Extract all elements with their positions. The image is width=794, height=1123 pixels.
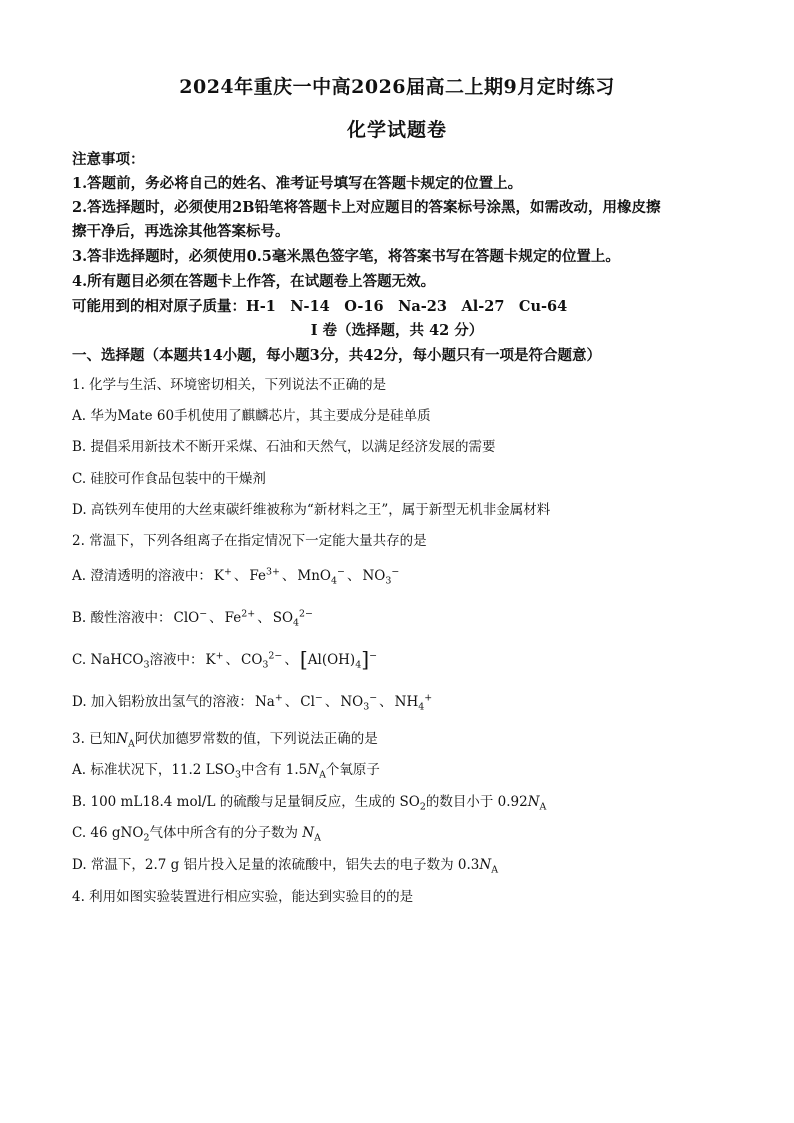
q1-option-a: A. 华为Mate 60手机使用了麒麟芯片，其主要成分是硅单质 <box>72 408 431 424</box>
notice-item-4: 4.所有题目必须在答题卡上作答，在试题卷上答题无效。 <box>72 273 436 290</box>
q1-option-c: C. 硅胶可作食品包装中的干燥剂 <box>72 471 266 487</box>
q1-option-b: B. 提倡采用新技术不断开采煤、石油和天然气，以满足经济发展的需要 <box>72 439 496 455</box>
q3-stem: 3. 已知$N_A$阿伏加德罗常数的值，下列说法正确的是 <box>72 731 378 750</box>
notice-item-2: 2.答选择题时，必须使用2B铅笔将答题卡上对应题目的答案标号涂黑，如需改动，用橡皮擦 <box>72 199 661 216</box>
exam-subtitle: 化学试题卷 <box>346 119 447 141</box>
notice-item-3: 3.答非选择题时，必须使用0.5毫米黑色签字笔，将答案书写在答题卡规定的位置上。 <box>72 248 620 265</box>
q2-option-b: B. 酸性溶液中： ClO− 、 $Fe^{2+}$ 、 $SO_4^{2-}$ <box>72 608 313 629</box>
part-heading: 一、选择题（本题共14小题，每小题3分，共42分，每小题只有一项是符合题意） <box>72 347 601 364</box>
exam-title: 2024年重庆一中高2026届高二上期9月定时练习 <box>179 76 615 98</box>
q2-stem: 2. 常温下，下列各组离子在指定情况下一定能大量共存的是 <box>72 533 427 549</box>
q1-option-d: D. 高铁列车使用的大丝束碳纤维被称为“新材料之王”，属于新型无机非金属材料 <box>72 502 551 518</box>
atomic-masses: 可能用到的相对原子质量：H-1 N-14 O-16 Na-23 Al-27 Cu-64 <box>72 298 568 315</box>
q2-option-d: D. 加入铝粉放出氢气的溶液： Na+ 、 Cl− 、 $NO_3^-$ 、 $NH_4^+$ <box>72 692 433 713</box>
notice-heading: 注意事项： <box>72 151 145 168</box>
notice-item-1: 1.答题前，务必将自己的姓名、准考证号填写在答题卡规定的位置上。 <box>72 175 523 192</box>
q1-stem: 1. 化学与生活、环境密切相关，下列说法不正确的是 <box>72 377 387 393</box>
notice-item-2-cont: 擦干净后，再选涂其他答案标号。 <box>72 223 290 240</box>
section-title: I 卷（选择题，共 42 分） <box>310 322 484 339</box>
q2-option-c: C. NaHCO$_3$溶液中： K+ 、 $CO_3^{2-}$ 、$[Al(OH)_4]^-$ <box>72 648 378 672</box>
q4-stem: 4. 利用如图实验装置进行相应实验，能达到实验目的的是 <box>72 889 414 905</box>
q3-option-d: D. 常温下，2.7 g 铝片投入足量的浓硫酸中，铝失去的电子数为 $0.3N_A$ <box>72 857 499 876</box>
q3-option-c: C. 46 gNO$_2$气体中所含有的分子数为 $N_A$ <box>72 825 321 844</box>
q3-option-a: A. 标准状况下，11.2 $LSO_3$中含有 $1.5N_A$个氧原子 <box>72 762 380 781</box>
q3-option-b: B. 100 mL18.4 mol/L 的硫酸与足量铜反应，生成的 $SO_2$的数目小于 $0.92N_A$ <box>72 794 547 813</box>
q2-option-a: A. 澄清透明的溶液中： K+ 、 $Fe^{3+}$ 、 MnO$_4$− 、 $NO_3^-$ <box>72 566 400 587</box>
